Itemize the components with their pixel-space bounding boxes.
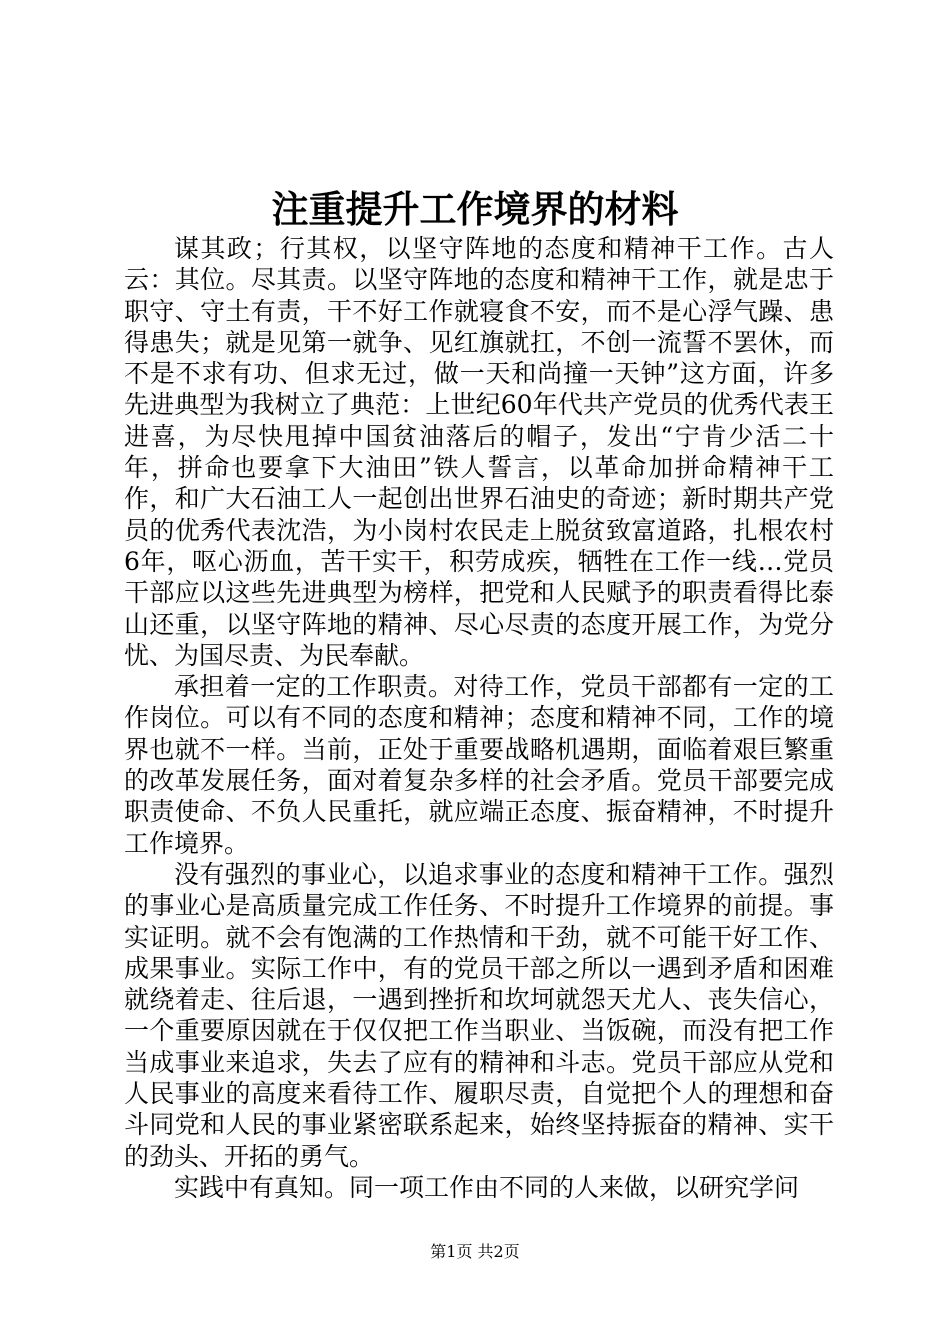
page-number-footer: 第1页 共2页: [430, 1242, 520, 1261]
paragraph: 没有强烈的事业心，以追求事业的态度和精神干工作。强烈的事业心是高质量完成工作任务、不时提升工作境界的前提。事实证明。就不会有饱满的工作热情和干劲，就不可能干好工作、成果事业。实际工作中，有的党员干部之所以一遇到矛盾和困难就绕着走、往后退，一遇到挫折和坎坷就怨天尤人、丧失信心，一个重要原因就在于仅仅把工作当职业、当饭碗，而没有把工作当成事业来追求，失去了应有的精神和斗志。党员干部应从党和人民事业的高度来看待工作、履职尽责，自觉把个人的理想和奋斗同党和人民的事业紧密联系起来，始终坚持振奋的精神、实干的劲头、开拓的勇气。: [124, 859, 834, 1171]
paragraph: 实践中有真知。同一项工作由不同的人来做，以研究学问: [174, 1172, 800, 1202]
document-body: [124, 233, 834, 1203]
paragraph: 承担着一定的工作职责。对待工作，党员干部都有一定的工作岗位。可以有不同的态度和精神；态度和精神不同，工作的境界也就不一样。当前，正处于重要战略机遇期，面临着艰巨繁重的改革发展任务，面对着复杂多样的社会矛盾。党员干部要完成职责使命、不负人民重托，就应端正态度、振奋精神，不时提升工作境界。: [124, 672, 834, 858]
document-title: 注重提升工作境界的材料: [271, 187, 679, 231]
paragraph: 谋其政；行其权，以坚守阵地的态度和精神干工作。古人云：其位。尽其责。以坚守阵地的态度和精神干工作，就是忠于职守、守土有责，干不好工作就寝食不安，而不是心浮气躁、患得患失；就是见第一就争、见红旗就扛，不创一流誓不罢休，而不是不求有功、但求无过，做一天和尚撞一天钟”这方面，许多先进典型为我树立了典范：上世纪60年代共产党员的优秀代表王进喜，为尽快甩掉中国贫油落后的帽子，发出“宁肯少活二十年，拼命也要拿下大油田”铁人誓言，以革命加拼命精神干工作，和广大石油工人一起创出世界石油史的奇迹；新时期共产党员的优秀代表沈浩，为小岗村农民走上脱贫致富道路，扎根农村6年，呕心沥血，苦干实干，积劳成疾，牺牲在工作一线…党员干部应以这些先进典型为榜样，把党和人民赋予的职责看得比泰山还重，以坚守阵地的精神、尽心尽责的态度开展工作，为党分忧、为国尽责、为民奉献。: [124, 234, 834, 670]
